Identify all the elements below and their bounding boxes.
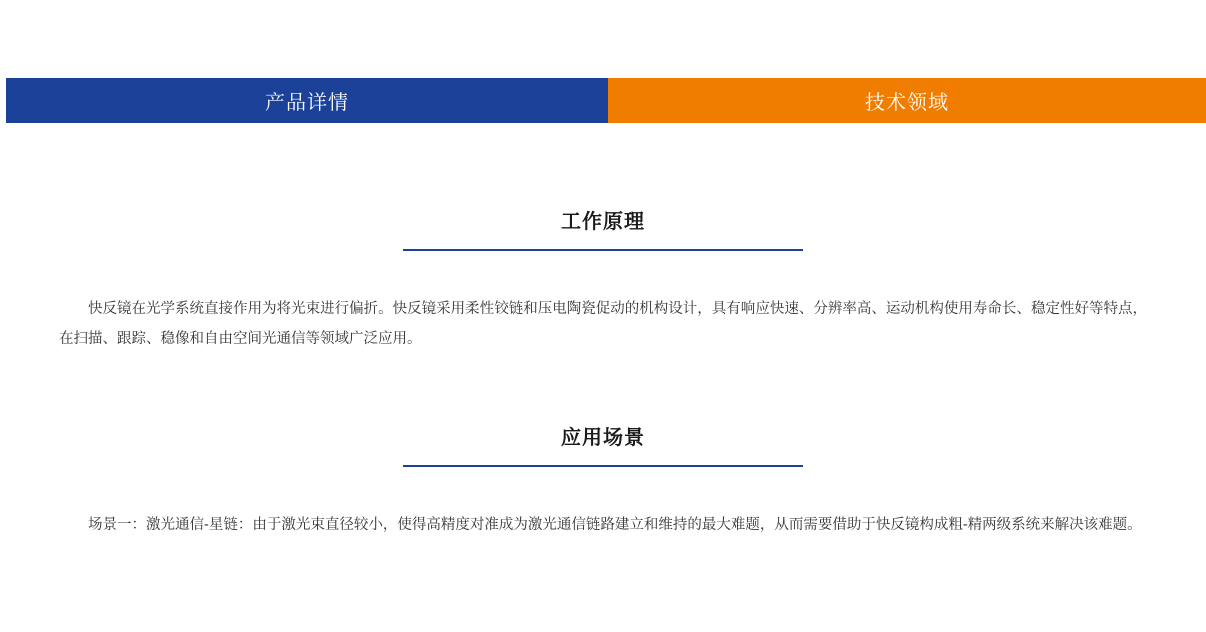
tab-bar xyxy=(6,78,1206,123)
tab-product-details[interactable] xyxy=(6,78,608,123)
tab-product-details-label: 产品详情 xyxy=(265,92,349,114)
section-application-scenario xyxy=(0,424,1206,540)
tab-technology-field[interactable] xyxy=(608,78,1206,123)
heading-underline xyxy=(403,465,803,467)
section-working-principle xyxy=(0,208,1206,354)
section-working-principle-heading: 工作原理 xyxy=(561,211,645,233)
heading-underline xyxy=(403,249,803,251)
section-application-scenario-body: 场景一：激光通信-星链：由于激光束直径较小，使得高精度对准成为激光通信链路建立和维持的最大难题，从而需要借助于快反镜构成粗-精两级系统来解决该难题。 xyxy=(88,517,1142,533)
section-working-principle-body: 快反镜在光学系统直接作用为将光束进行偏折。快反镜采用柔性铰链和压电陶瓷促动的机构设计，具有响应快速、分辨率高、运动机构使用寿命长、稳定性好等特点，在扫描、跟踪、稳像和自由空间光通信等领域广泛应用。 xyxy=(59,301,1147,347)
section-application-scenario-heading: 应用场景 xyxy=(561,427,645,449)
tab-technology-field-label: 技术领域 xyxy=(865,92,949,114)
